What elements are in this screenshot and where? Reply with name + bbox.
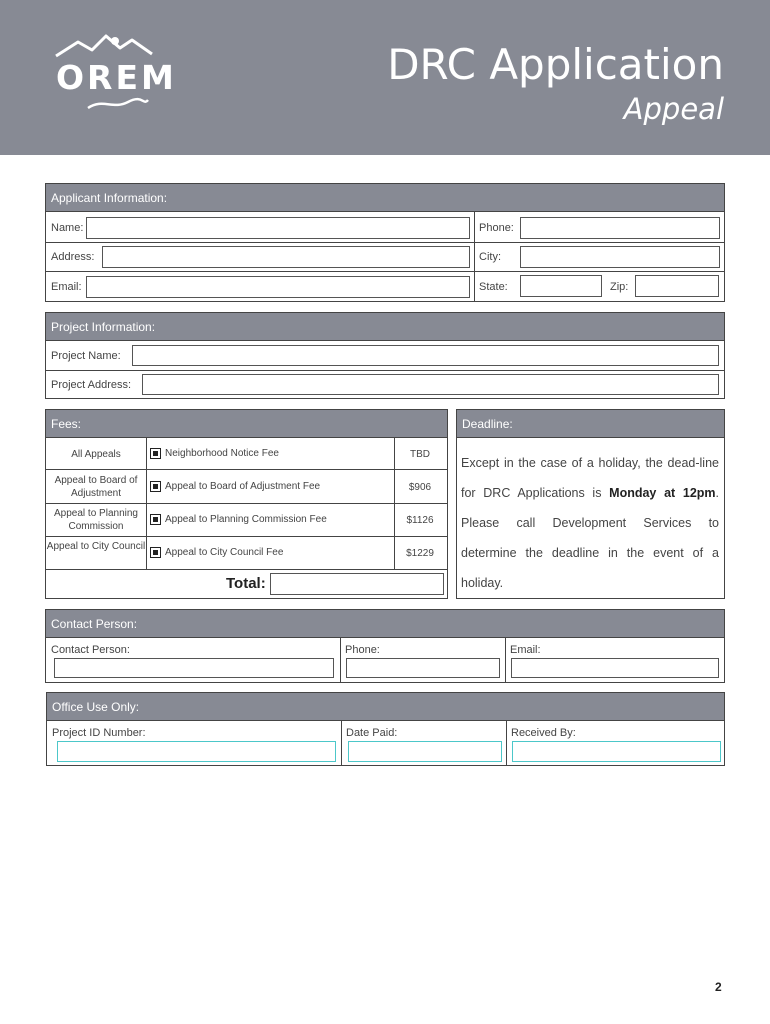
divider xyxy=(46,569,447,570)
contact-person-label: Contact Person: xyxy=(51,644,130,656)
date-paid-label: Date Paid: xyxy=(346,727,398,739)
divider xyxy=(46,370,724,371)
contact-section xyxy=(45,609,725,683)
divider xyxy=(46,536,447,537)
address-label: Address: xyxy=(51,251,95,263)
city-label: City: xyxy=(479,251,501,263)
address-field[interactable] xyxy=(102,246,470,268)
name-label: Name: xyxy=(51,222,84,234)
office-heading: Office Use Only: xyxy=(47,693,724,721)
total-field[interactable] xyxy=(270,573,444,595)
fee-amount: $1126 xyxy=(406,515,434,526)
fee-category: Appeal to Board of Adjustment xyxy=(54,475,138,499)
deadline-bold-text: Monday at 12pm xyxy=(609,486,716,500)
divider xyxy=(146,438,147,569)
project-address-label: Project Address: xyxy=(51,379,132,391)
date-paid-field[interactable] xyxy=(348,741,502,762)
contact-person-field[interactable] xyxy=(54,658,334,678)
project-name-label: Project Name: xyxy=(51,350,121,362)
fee-amount: $1229 xyxy=(406,548,434,559)
fee-item-planning-commission[interactable] xyxy=(150,514,327,525)
deadline-heading: Deadline: xyxy=(457,410,724,438)
divider xyxy=(46,242,724,243)
name-field[interactable] xyxy=(86,217,470,239)
applicant-section xyxy=(45,183,725,302)
phone-field[interactable] xyxy=(520,217,720,239)
divider xyxy=(46,503,447,504)
fee-item-neighborhood-notice[interactable] xyxy=(150,448,279,459)
logo-text: OREM xyxy=(56,58,177,97)
fee-item-city-council[interactable] xyxy=(150,547,283,558)
project-id-label: Project ID Number: xyxy=(52,727,146,739)
fees-section xyxy=(45,409,448,599)
applicant-heading: Applicant Information: xyxy=(46,184,724,212)
divider xyxy=(340,638,341,682)
page-number: 2 xyxy=(715,980,722,994)
contact-phone-label: Phone: xyxy=(345,644,380,656)
deadline-text-part: . Please call Development Services to determine the deadline in the event of a holiday. xyxy=(461,486,719,590)
state-field[interactable] xyxy=(520,275,602,297)
contact-heading: Contact Person: xyxy=(46,610,724,638)
checkbox-icon[interactable] xyxy=(150,481,161,492)
project-id-field[interactable] xyxy=(57,741,336,762)
office-section xyxy=(46,692,725,766)
divider xyxy=(341,721,342,765)
divider xyxy=(46,271,724,272)
divider xyxy=(506,721,507,765)
fee-amount: TBD xyxy=(410,449,430,460)
page-header xyxy=(0,0,770,155)
fee-item-label: Appeal to Board of Adjustment Fee xyxy=(165,481,321,492)
email-label: Email: xyxy=(51,281,82,293)
project-address-field[interactable] xyxy=(142,374,719,395)
checkbox-icon[interactable] xyxy=(150,514,161,525)
contact-email-field[interactable] xyxy=(511,658,719,678)
divider xyxy=(474,212,475,301)
deadline-text-part: Except in the case of a holiday, the dead-line for DRC Applications is xyxy=(461,456,719,500)
zip-field[interactable] xyxy=(635,275,719,297)
received-by-field[interactable] xyxy=(512,741,721,762)
fee-item-board-of-adjustment[interactable] xyxy=(150,481,320,492)
contact-phone-field[interactable] xyxy=(346,658,500,678)
received-by-label: Received By: xyxy=(511,727,576,739)
divider xyxy=(46,469,447,470)
zip-label: Zip: xyxy=(610,281,629,293)
contact-email-label: Email: xyxy=(510,644,541,656)
page-title: DRC Application xyxy=(387,40,724,89)
city-field[interactable] xyxy=(520,246,720,268)
project-heading: Project Information: xyxy=(46,313,724,341)
fee-item-label: Appeal to Planning Commission Fee xyxy=(165,514,327,525)
total-label: Total: xyxy=(226,575,266,592)
fee-item-label: Neighborhood Notice Fee xyxy=(165,448,279,459)
checkbox-icon[interactable] xyxy=(150,547,161,558)
fees-heading: Fees: xyxy=(46,410,447,438)
checkbox-icon[interactable] xyxy=(150,448,161,459)
deadline-section xyxy=(456,409,725,599)
phone-label: Phone: xyxy=(479,222,514,234)
project-name-field[interactable] xyxy=(132,345,719,366)
project-section xyxy=(45,312,725,399)
state-label: State: xyxy=(479,281,508,293)
deadline-text xyxy=(461,448,719,598)
fee-amount: $906 xyxy=(408,482,432,493)
fee-category: Appeal to Planning Commission xyxy=(54,508,138,532)
fee-category: All Appeals xyxy=(71,449,121,460)
divider xyxy=(505,638,506,682)
orem-logo xyxy=(48,30,178,120)
fee-item-label: Appeal to City Council Fee xyxy=(165,547,284,558)
page-subtitle: Appeal xyxy=(623,92,724,126)
email-field[interactable] xyxy=(86,276,470,298)
fee-category: Appeal to City Council xyxy=(46,541,146,552)
